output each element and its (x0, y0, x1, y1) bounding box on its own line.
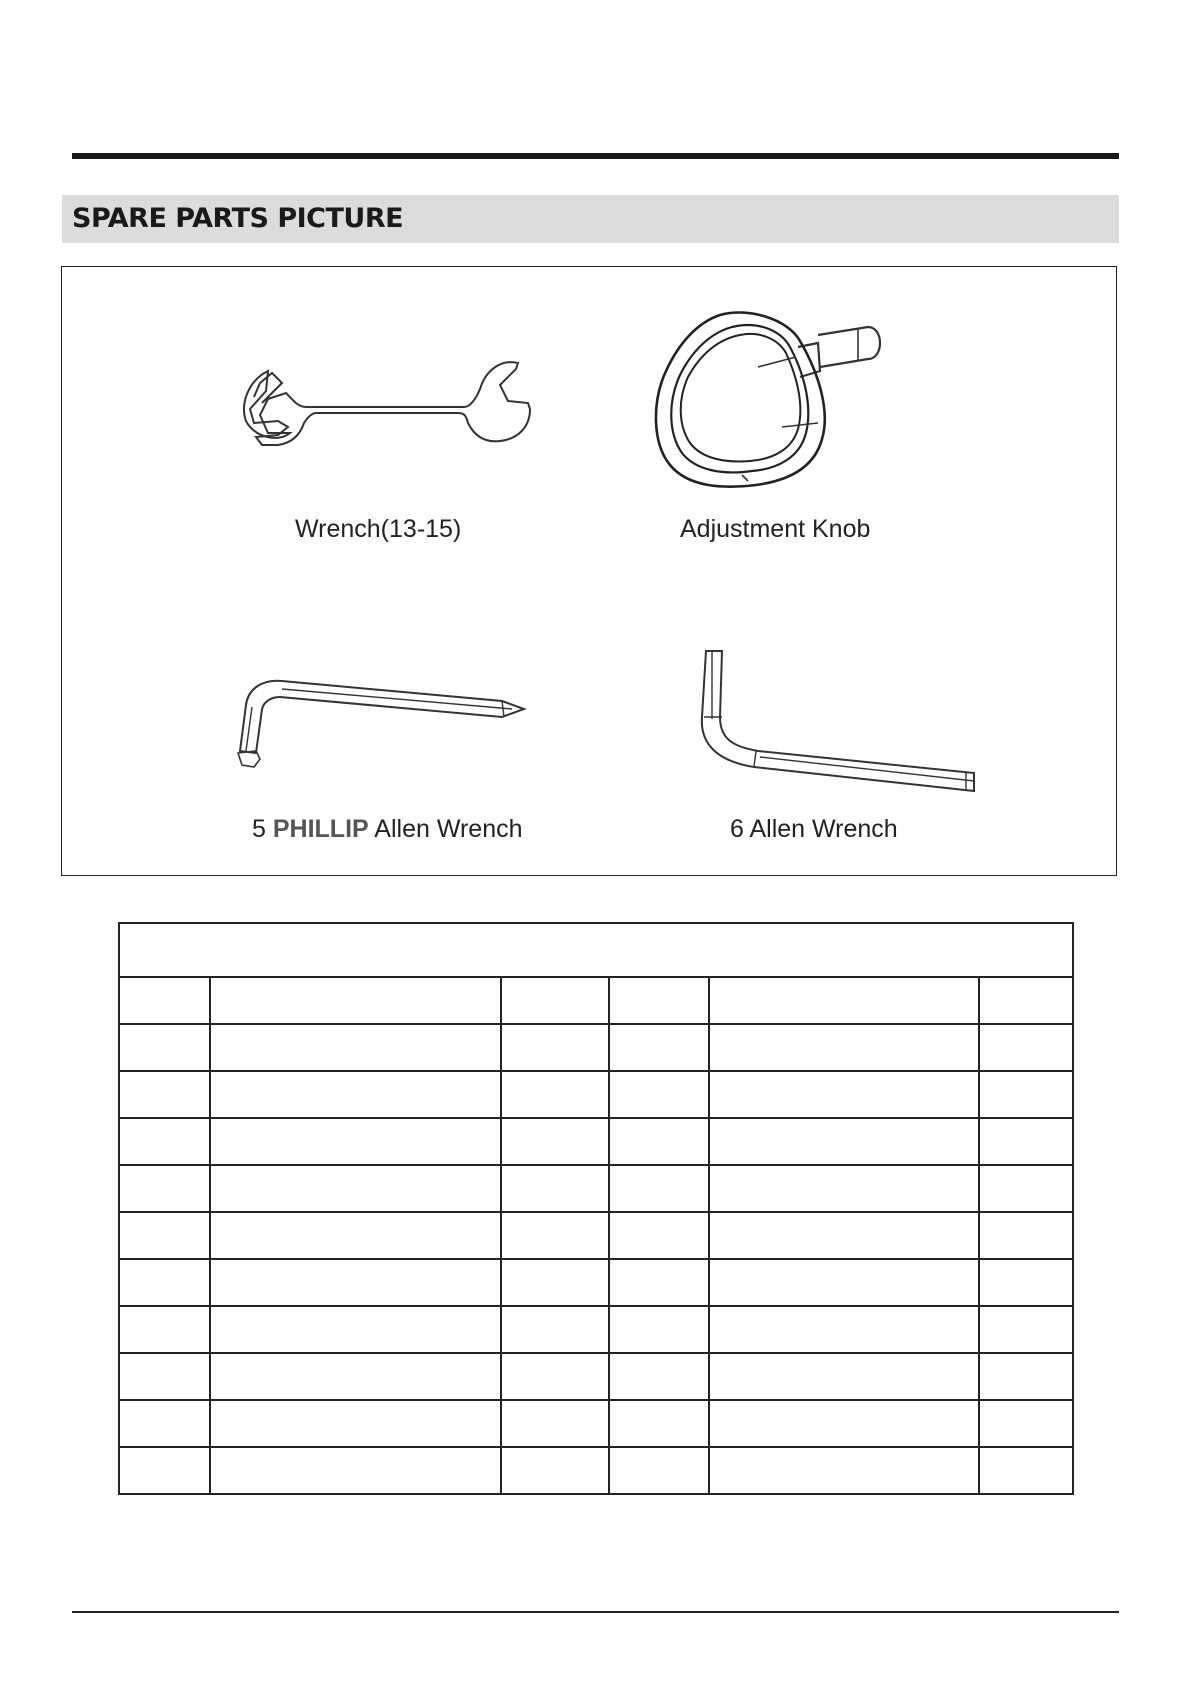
allen-wrench-icon (694, 647, 984, 807)
table-cell (501, 1447, 609, 1494)
table-cell (119, 1024, 210, 1071)
table-cell (979, 1165, 1073, 1212)
table-header-cell (979, 977, 1073, 1024)
spare-parts-panel (61, 266, 1117, 876)
table-cell (609, 1212, 709, 1259)
part-label-allen-wrench-6: 6 Allen Wrench (730, 815, 898, 843)
table-header-cell (119, 977, 210, 1024)
table-cell (119, 1447, 210, 1494)
table-cell (210, 1118, 501, 1165)
table-row (119, 1306, 1073, 1353)
part-label-phillip: PHILLIP (272, 815, 369, 843)
table-cell (709, 1306, 979, 1353)
table-cell (501, 1400, 609, 1447)
table-row (119, 1165, 1073, 1212)
table-cell (979, 1259, 1073, 1306)
parts-list-table-wrapper (118, 922, 1072, 1518)
table-row (119, 1071, 1073, 1118)
part-label-size: 5 (252, 815, 266, 843)
table-cell (210, 1447, 501, 1494)
table-cell (210, 1259, 501, 1306)
table-row (119, 1212, 1073, 1259)
table-cell (709, 1024, 979, 1071)
table-cell (709, 1353, 979, 1400)
table-cell (210, 1212, 501, 1259)
table-cell (709, 1447, 979, 1494)
table-cell (210, 1306, 501, 1353)
table-cell (119, 1353, 210, 1400)
table-cell (501, 1024, 609, 1071)
table-row (119, 1259, 1073, 1306)
table-header-cell (609, 977, 709, 1024)
table-row (119, 1400, 1073, 1447)
table-cell (979, 1400, 1073, 1447)
table-cell (609, 1165, 709, 1212)
part-label-allen-wrench: Allen Wrench (374, 815, 523, 843)
table-cell (609, 1447, 709, 1494)
table-cell (210, 1024, 501, 1071)
table-cell (501, 1165, 609, 1212)
table-cell (709, 1071, 979, 1118)
table-cell (501, 1118, 609, 1165)
table-row (119, 1447, 1073, 1494)
table-cell (119, 1118, 210, 1165)
table-cell (609, 1353, 709, 1400)
table-cell (210, 1400, 501, 1447)
table-cell (609, 1306, 709, 1353)
table-header-cell (709, 977, 979, 1024)
section-title: SPARE PARTS PICTURE (72, 203, 404, 234)
table-cell (119, 1071, 210, 1118)
table-cell (609, 1071, 709, 1118)
table-cell (609, 1024, 709, 1071)
section-header (62, 195, 1119, 243)
table-cell (119, 1165, 210, 1212)
table-cell (119, 1400, 210, 1447)
part-label-wrench: Wrench(13-15) (295, 515, 462, 543)
table-cell (119, 1212, 210, 1259)
table-cell (210, 1165, 501, 1212)
table-cell (709, 1400, 979, 1447)
bottom-rule (72, 1611, 1119, 1613)
table-cell (501, 1071, 609, 1118)
table-cell (609, 1118, 709, 1165)
part-label-phillip-allen-wrench (252, 815, 523, 844)
table-cell (119, 1259, 210, 1306)
table-cell (979, 1118, 1073, 1165)
table-cell (979, 1212, 1073, 1259)
table-cell (609, 1400, 709, 1447)
table-cell (501, 1306, 609, 1353)
table-cell (501, 1353, 609, 1400)
adjustment-knob-icon (648, 305, 898, 501)
table-cell (709, 1259, 979, 1306)
table-cell (119, 1306, 210, 1353)
part-label-adjustment-knob: Adjustment Knob (680, 515, 871, 543)
table-cell (501, 1212, 609, 1259)
top-rule (72, 153, 1119, 159)
table-header-cell (210, 977, 501, 1024)
table-row (119, 1353, 1073, 1400)
table-header-row (119, 977, 1073, 1024)
table-cell (979, 1071, 1073, 1118)
phillips-allen-wrench-icon (232, 675, 542, 775)
table-cell (709, 1118, 979, 1165)
parts-list-table (118, 922, 1074, 1495)
table-cell (979, 1024, 1073, 1071)
table-cell (210, 1353, 501, 1400)
table-cell (609, 1259, 709, 1306)
table-row (119, 1024, 1073, 1071)
table-cell (979, 1353, 1073, 1400)
table-cell (979, 1447, 1073, 1494)
table-caption (119, 923, 1073, 977)
table-header-cell (501, 977, 609, 1024)
table-cell (709, 1165, 979, 1212)
table-cell (979, 1306, 1073, 1353)
open-end-wrench-icon (238, 349, 558, 459)
table-cell (709, 1212, 979, 1259)
table-cell (210, 1071, 501, 1118)
table-cell (501, 1259, 609, 1306)
table-row (119, 1118, 1073, 1165)
